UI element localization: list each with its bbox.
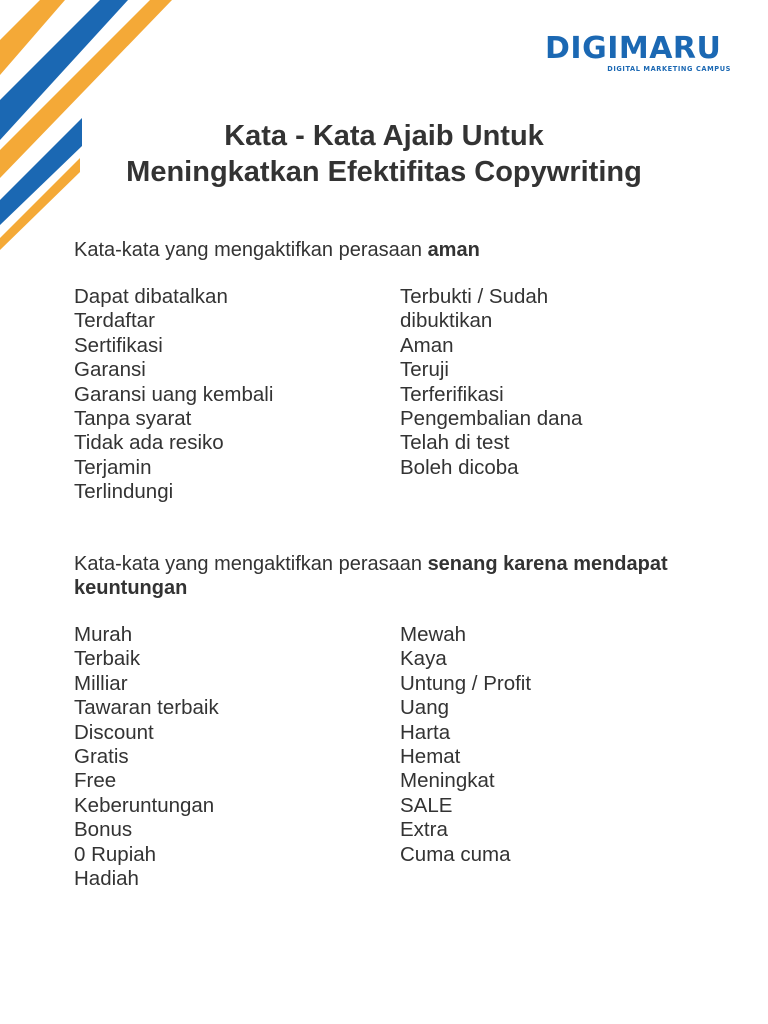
- intro-keyword: aman: [427, 239, 480, 261]
- list-item: Untung / Profit: [400, 671, 532, 695]
- intro-text: Kata-kata yang mengaktifkan perasaan: [74, 239, 428, 261]
- list-item: Terjamin: [74, 455, 152, 479]
- list-item: Dapat dibatalkan: [74, 285, 228, 308]
- word-list-right: [400, 623, 531, 867]
- list-item: Meningkat: [400, 769, 495, 793]
- list-item: Tidak ada resiko: [74, 431, 224, 455]
- list-item: Bonus: [74, 818, 133, 842]
- list-item: Terdaftar: [74, 309, 155, 333]
- list-item: Mewah: [400, 623, 467, 646]
- list-item: Boleh dicoba: [400, 455, 519, 479]
- intro-keyword: senang karena mendapat keuntungan: [74, 553, 668, 599]
- list-item: Terferifikasi: [400, 382, 504, 406]
- list-item: Cuma cuma: [400, 842, 511, 866]
- list-item: SALE: [400, 793, 453, 817]
- list-item: Garansi uang kembali: [74, 382, 274, 406]
- list-item: Kaya: [400, 647, 447, 671]
- list-item: Murah: [74, 623, 133, 646]
- list-item: Garansi: [74, 358, 146, 382]
- list-item: Telah di test: [400, 431, 510, 455]
- list-item: Sertifikasi: [74, 333, 163, 357]
- section-intro-keuntungan: [74, 552, 694, 600]
- list-item: Milliar: [74, 671, 128, 695]
- word-list-left: [74, 623, 219, 891]
- list-item: Pengembalian dana: [400, 407, 583, 431]
- logo-tagline: DIGITAL MARKETING CAMPUS: [607, 65, 731, 73]
- title-line-2: Meningkatkan Efektifitas Copywriting: [126, 156, 642, 188]
- list-item: Tawaran terbaik: [74, 696, 219, 720]
- list-item: Hemat: [400, 745, 461, 769]
- list-item: Extra: [400, 818, 448, 842]
- digimaru-logo: [545, 31, 737, 73]
- intro-text: Kata-kata yang mengaktifkan perasaan: [74, 553, 428, 575]
- list-item: Tanpa syarat: [74, 407, 192, 431]
- list-item: Terlindungi: [74, 480, 174, 504]
- page-title: [0, 118, 768, 190]
- word-list-left: [74, 285, 273, 505]
- list-item: Keberuntungan: [74, 793, 215, 817]
- list-item: Gratis: [74, 745, 129, 769]
- list-item: Uang: [400, 696, 450, 720]
- title-line-1: Kata - Kata Ajaib Untuk: [224, 120, 544, 152]
- logo-wordmark: DIGIMARU: [545, 31, 722, 66]
- word-list-right: [400, 285, 582, 480]
- list-item: Teruji: [400, 358, 449, 382]
- list-item: Free: [74, 769, 117, 793]
- list-item: Hadiah: [74, 867, 139, 891]
- list-item: Terbaik: [74, 647, 141, 671]
- list-item: dibuktikan: [400, 309, 493, 333]
- list-item: 0 Rupiah: [74, 842, 157, 866]
- list-item: Terbukti / Sudah: [400, 285, 549, 308]
- list-item: Aman: [400, 333, 454, 357]
- section-intro-aman: [74, 238, 694, 262]
- list-item: Discount: [74, 720, 154, 744]
- list-item: Harta: [400, 720, 451, 744]
